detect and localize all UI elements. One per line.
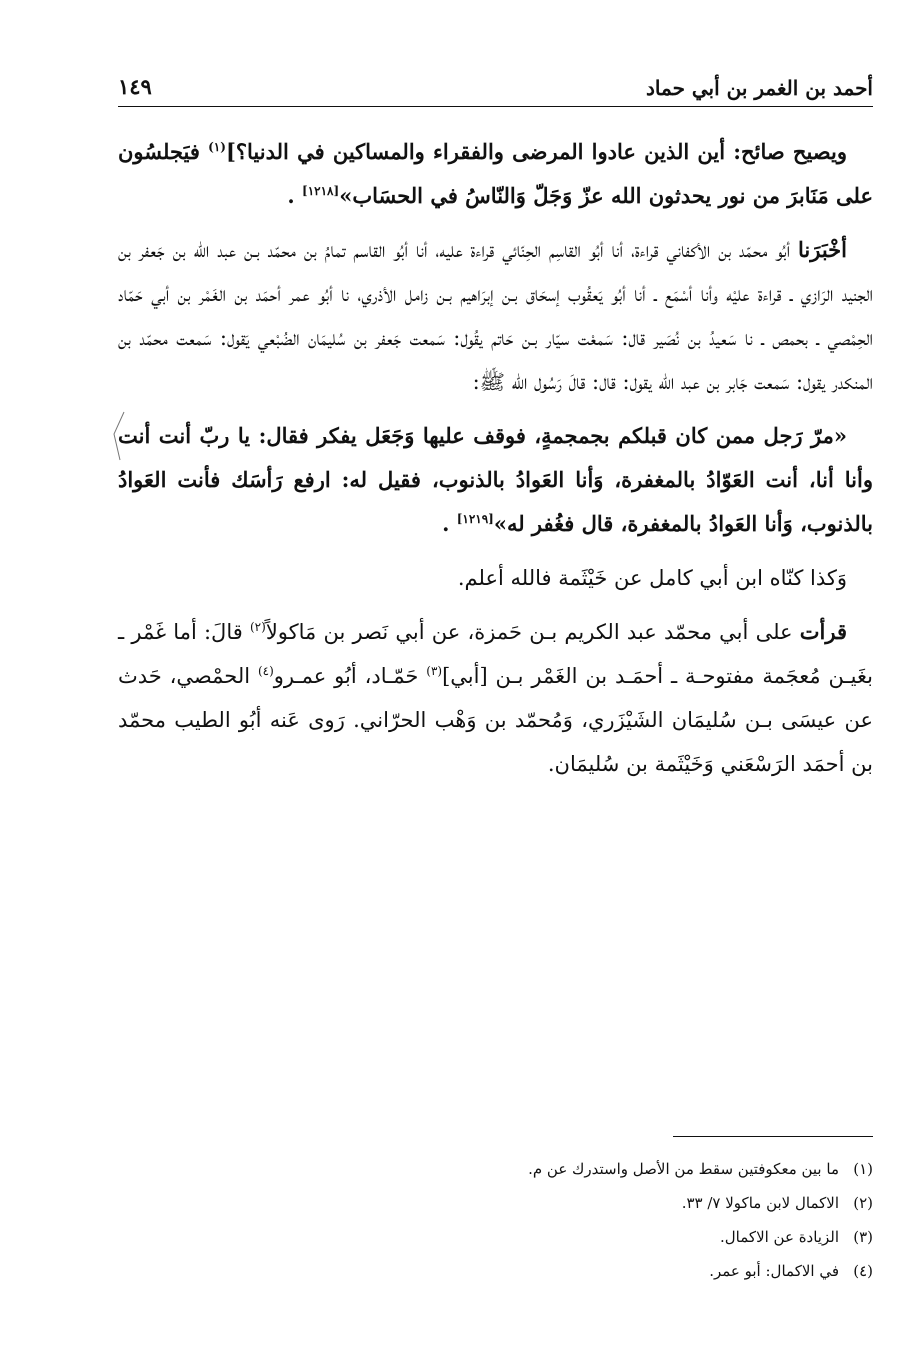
margin-mark: [110, 410, 126, 462]
hadith-number-1218: [١٢١٨]: [302, 184, 340, 198]
paragraph-5-text-3: حَمّـاد، أبُو عمـرو: [273, 664, 427, 688]
paragraph-3: [118, 414, 873, 546]
paragraph-5-text: على أبي محمّد عبد الكريم بـن حَمزة، عن أبي نَصر بن مَاكولاً: [265, 620, 800, 644]
footnote-text: الزيادة عن الاكمال.: [720, 1228, 839, 1246]
isnad-lead-word: أخْبَرَنا: [798, 237, 847, 262]
page-number: ١٤٩: [118, 74, 152, 99]
page-header: [118, 72, 873, 107]
footnote-number: (٣): [853, 1228, 873, 1246]
paragraph-1-text-2: فيَجلسُون على مَنَابرَ من نور يحدثون الله عزّ وَجَلّ وَالنّاسُ في الحسَاب»: [118, 139, 873, 208]
footnote-number: (٤): [853, 1262, 873, 1280]
paragraph-1-end: .: [287, 183, 303, 208]
paragraph-5: [118, 610, 873, 786]
paragraph-1: [118, 130, 873, 218]
footnote-2: [118, 1186, 873, 1220]
footnote-ref-2: (٢): [249, 620, 266, 634]
paragraph-5-text-2: قالَ: أما غَمْر ـ بغَيـن مُعجَمة مفتوحـة ـ أحمَـد بن الغَمْر بـن [أبي]: [118, 620, 873, 688]
running-title: أحمد بن الغمر بن أبي حماد: [646, 76, 873, 100]
paragraph-2: [118, 228, 873, 404]
paragraph-4-text: وَكذا كنّاه ابن أبي كامل عن خَيْثَمة فالله أعلم.: [457, 566, 847, 590]
hadith-text: «مرّ رَجل ممن كان قبلكم بجمجمةٍ، فوقف عليها وَجَعَل يفكر فقال: يا ربّ أنت أنت وأنا أنا، أنت العَوّادُ بالمغفرة، وَأنا العَوادُ بالذنوب، فقيل له: ارفع رَأسَك فأنت العَوادُ بالذنوب، وَأنا العَوادُ بالمغفرة، قال فغُفر له»: [118, 423, 873, 536]
footnote-4: [118, 1254, 873, 1288]
footnotes: [118, 1152, 873, 1288]
paragraph-4: [118, 556, 873, 600]
paragraph-2-text: أبُو محمّد بن الأكفاني قراءة، أنا أبُو القاسِم الحِنّائي قراءة عليه، أنا أبُو القاسم تمامُ بن محمّد بـن عبد الله بن جَعفر بن الجنيد الرَازي ـ قراءة عليْه وأنا أسْمَع ـ أنا أبُو يَعقُوب إسحَاق بـن إبرَاهيم بـن زامل الأذري، نا أبُو عمر أحمَد بن الغَمْر بن أبي حَمّاد الحِمْصي ـ بحمص ـ نا سَعيدُ بن نُصَير قال: سَمعْت سيّار بـن حَاتم يقُول: سَمعت جَعفر بن سُليمَان الضُبْعي يَقول: سَمعت محمّد بن المنكدر يقول: سَمعت جَابر بن عبد اللّه يقول: قال: قالَ رَسُول الله ﷺ:: [118, 238, 873, 394]
main-text: [118, 130, 873, 796]
hadith-number-1219: [١٢١٩]: [456, 512, 494, 526]
footnote-separator: [673, 1136, 873, 1137]
paragraph-3-end: .: [442, 511, 457, 536]
footnote-ref-3: (٣): [426, 664, 443, 678]
footnote-1: [118, 1152, 873, 1186]
footnote-ref-1: (١): [208, 140, 226, 154]
footnote-number: (٢): [853, 1194, 873, 1212]
paragraph-1-text: ويصيح صائح: أين الذين عادوا المرضى والفقراء والمساكين في الدنيا؟]: [225, 139, 847, 164]
footnote-text: في الاكمال: أبو عمر.: [709, 1262, 839, 1280]
paragraph-5-text-4: الحمْصي، حَدث عن عيسَى بـن سُليمَان الشَيْزَري، وَمُحمّد بن وَهْب الحرّاني. رَوى عَنه أبُو الطيب محمّد بن أحمَد الرَسْعَني وَخَيْثَمة بن سُليمَان.: [118, 664, 873, 776]
footnote-text: الاكمال لابن ماكولا ٧/ ٣٣.: [681, 1194, 839, 1212]
footnote-ref-4: (٤): [257, 664, 274, 678]
footnote-3: [118, 1220, 873, 1254]
footnote-number: (١): [853, 1160, 873, 1178]
footnote-text: ما بين معكوفتين سقط من الأصل واستدرك عن م.: [528, 1160, 839, 1178]
paragraph-5-lead-word: قرأت: [799, 619, 847, 644]
